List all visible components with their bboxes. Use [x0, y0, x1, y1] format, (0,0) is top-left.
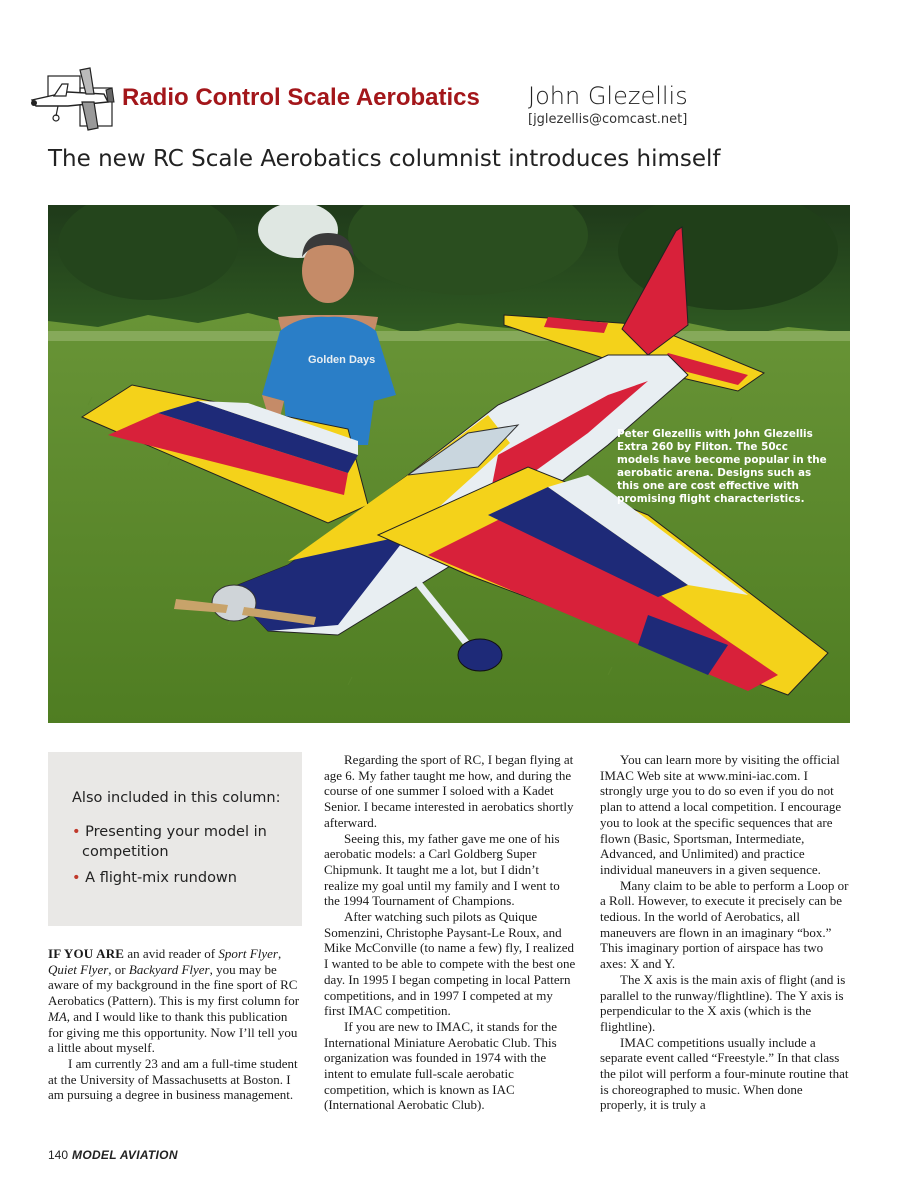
paragraph: Seeing this, my father gave me one of his aerobatic models: a Carl Goldberg Super Chipmunk. It taught me a lot, but I didn’t realize my goal until my family and I went to the 1994 Tournament of Champions. [324, 830, 560, 909]
paragraph: The X axis is the main axis of flight (and is parallel to the runway/flightline). The Y axis is perpendicular to the X axis (which is the flightline). [600, 971, 846, 1034]
intro-paragraph: IF YOU ARE an avid reader of Sport Flyer, Quiet Flyer, or Backyard Flyer, you may be aware of my background in the fine sport of RC Aerobatics (Pattern). This is my first column for MA, and I would like to thank this publication for giving me this opportunity. Now I’ll tell you a little about myself. [48, 946, 300, 1056]
article-column-2 [324, 752, 576, 1113]
paragraph: You can learn more by visiting the official IMAC Web site at www.mini-iac.com. I strongly urge you to do so even if you do not plan to attend a local competition. I encourage you to look at the specific sequences that are flown (Basic, Sportsman, Intermediate, Advanced, and Unlimited) and practice individual maneuvers in a given sequence. [600, 752, 842, 877]
list-item: • Presenting your model in competition [72, 824, 267, 860]
paragraph: Many claim to be able to perform a Loop or a Roll. However, to execute it precisely can be tedious. In the world of Aerobatics, all maneuvers are flown in an imaginary “box.” This imaginary portion of airspace has two axes: X and Y. [600, 877, 849, 972]
paragraph: Regarding the sport of RC, I began flying at age 6. My father taught me how, and during the course of one summer I soloed with a Kadet Senior. I became interested in aerobatics shortly afterward. [324, 752, 574, 830]
page-footer [48, 1148, 178, 1162]
paragraph: IMAC competitions usually include a separate event called “Freestyle.” In that class the pilot will perform a four-minute routine that is choreographed to music. When done properly, it is truly a [600, 1034, 849, 1113]
sidebar-heading: Also included in this column: [72, 790, 281, 806]
sidebar-list [72, 822, 294, 894]
article-column-3 [600, 752, 852, 1113]
author-name: John Glezellis [528, 82, 688, 110]
shirt-logo-text: Golden Days [308, 354, 376, 366]
aerobatic-plane-logo-icon [28, 66, 120, 132]
magazine-name: MODEL AVIATION [72, 1148, 178, 1162]
bullet-icon: • [72, 870, 81, 886]
photo-caption: Peter Glezellis with John Glezellis Extra 260 by Fliton. The 50cc models have become popular in the aerobatic arena. Designs such as this one are cost effective with promising flight characteristics. [617, 428, 827, 505]
paragraph: I am currently 23 and am a full-time student at the University of Massachusetts at Boston. I am pursuing a degree in business management. [48, 1055, 298, 1103]
article-column-1 [48, 946, 300, 1103]
paragraph: If you are new to IMAC, it stands for the International Miniature Aerobatic Club. This organization was founded in 1974 with the intent to emulate full-scale aerobatic competition, which is known as IAC (International Aerobatic Club). [324, 1018, 558, 1113]
sidebar-box [48, 752, 302, 926]
page-number: 140 [48, 1148, 69, 1162]
article-subtitle: The new RC Scale Aerobatics columnist introduces himself [48, 146, 721, 172]
paragraph: After watching such pilots as Quique Somenzini, Christophe Paysant-Le Roux, and Mike McConville (to name a few) fly, I realized I wanted to be able to compete with the best one day. In 1995 I began competing in local Pattern competitions, and in 1997 I competed at my first IMAC competition. [324, 909, 576, 1019]
author-email: [jglezellis@comcast.net] [528, 112, 688, 127]
column-title: Radio Control Scale Aerobatics [122, 84, 480, 111]
bullet-icon: • [72, 824, 81, 840]
list-item: • A flight-mix rundown [72, 870, 237, 886]
